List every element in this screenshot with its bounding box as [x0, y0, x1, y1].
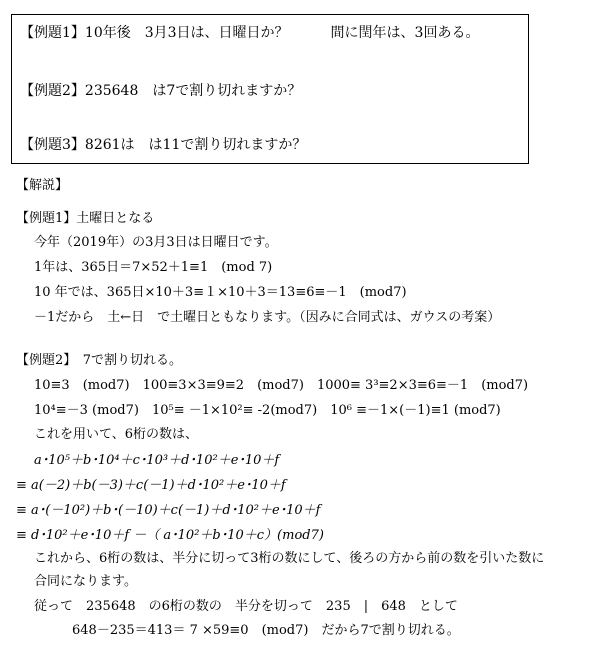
ex2-line: 10≡3 (mod7) 100≡3×3≡9≡2 (mod7) 1000≡ 3³≡2×3≡6≡－1 (mod7): [34, 378, 529, 393]
ex2-formula: a･10⁵＋b･10⁴＋c･10³＋d･10²＋e･10＋f: [34, 453, 280, 468]
ex1-line: 今年（2019年）の3月3日は日曜日です。: [34, 235, 278, 250]
ex2-line: これを用いて、6桁の数は、: [34, 427, 199, 442]
ex2-formula: ≡ a･(－10²)＋b･(－10)＋c(－1)＋d･10²＋e･10＋f: [16, 503, 321, 518]
ex2-formula: ≡ a(－2)＋b(－3)＋c(－1)＋d･10²＋e･10＋f: [16, 478, 286, 493]
ex2-line: 648－235＝413＝ 7 ×59≡0 (mod7) だから7で割り切れる。: [72, 623, 460, 638]
problem-3: 【例題3】8261は は11で割り切れますか？: [20, 137, 307, 153]
ex2-line: これから、6桁の数は、半分に切って3桁の数にして、後ろの方から前の数を引いた数に: [34, 551, 545, 566]
ex1-title: 【例題1】土曜日となる: [16, 211, 155, 226]
ex2-formula: ≡ d･10²＋e･10＋f －（ a･10²＋b･10＋c）(mod7): [16, 528, 324, 543]
problem-2: 【例題2】235648 は7で割り切れますか？: [20, 83, 302, 99]
ex2-title: 【例題2】 7で割り切れる。: [16, 353, 183, 368]
ex1-line: 10 年では、365日×10＋3≡１×10＋3＝13≡6≡－1 (mod7): [34, 285, 407, 300]
ex1-line: －1だから 土←日 で土曜日ともなります。（因みに合同式は、ガウスの考案）: [34, 310, 501, 325]
ex2-line: 合同になります。: [34, 574, 137, 589]
problem-1: 【例題1】10年後 3月3日は、日曜日か？ 間に閏年は、3回ある。: [20, 25, 480, 41]
explanation-heading: 【解説】: [16, 178, 69, 193]
ex1-line: 1年は、365日＝7×52＋1≡1 (mod 7): [34, 260, 273, 275]
ex2-line: 従って 235648 の6桁の数の 半分を切って 235 | 648 として: [34, 599, 458, 614]
ex2-line: 10⁴≡－3 (mod7) 10⁵≡ －1×10²≡ -2(mod7) 10⁶ ≡－1×(－1)≡1 (mod7): [34, 403, 501, 418]
